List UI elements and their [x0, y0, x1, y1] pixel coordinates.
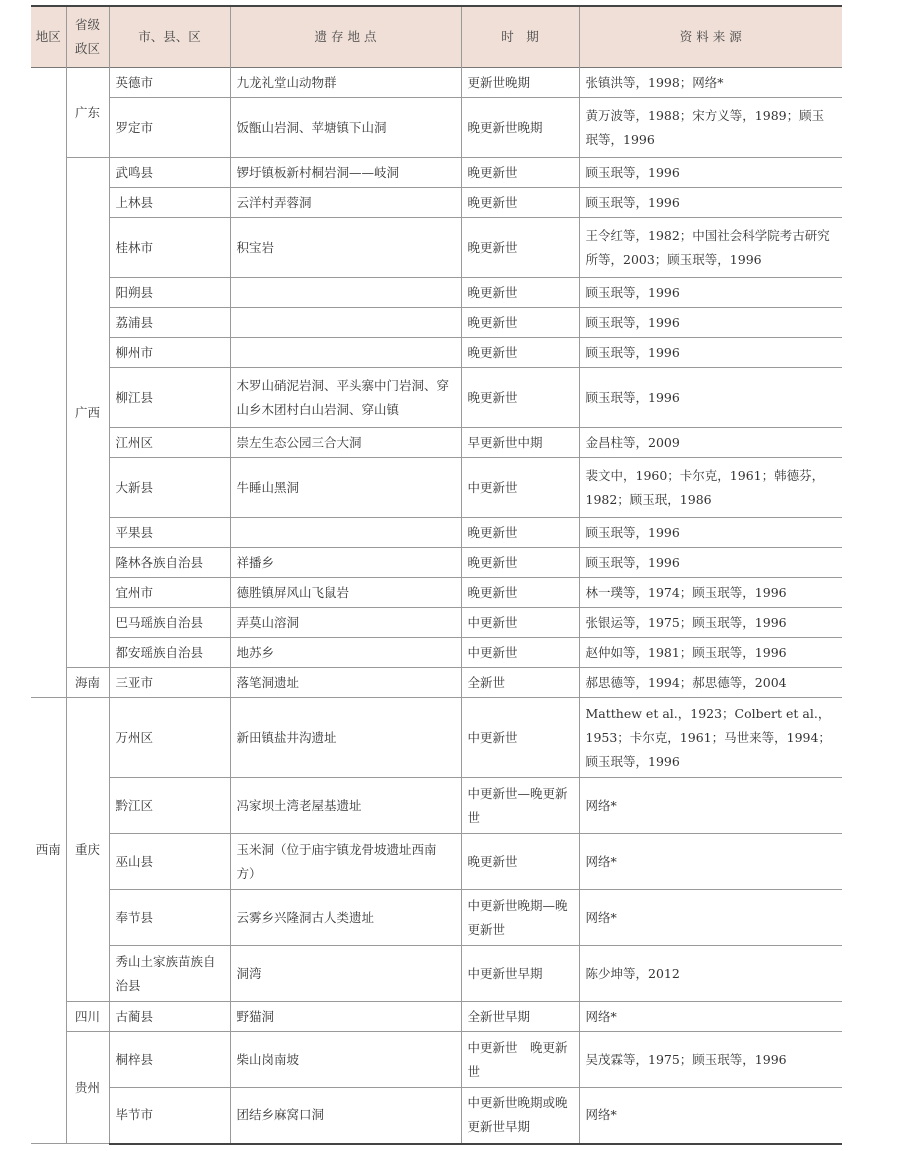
source-cell: 张镇洪等，1998；网络* — [579, 68, 842, 98]
period-cell: 更新世晚期 — [461, 68, 579, 98]
source-cell: 顾玉珉等，1996 — [579, 308, 842, 338]
table-row — [31, 608, 842, 638]
site-cell: 崇左生态公园三合大洞 — [230, 428, 461, 458]
table-row — [31, 638, 842, 668]
header-source: 资 料 来 源 — [579, 6, 842, 68]
source-cell: 郝思德等，1994；郝思德等，2004 — [579, 668, 842, 698]
region-cell — [31, 68, 66, 698]
source-cell: 林一璞等，1974；顾玉珉等，1996 — [579, 578, 842, 608]
period-cell: 晚更新世 — [461, 308, 579, 338]
site-cell: 野猫洞 — [230, 1002, 461, 1032]
city-cell: 荔浦县 — [109, 308, 230, 338]
source-cell: 顾玉珉等，1996 — [579, 188, 842, 218]
city-cell: 秀山土家族苗族自治县 — [109, 946, 230, 1002]
province-cell: 重庆 — [66, 698, 109, 1002]
province-cell: 海南 — [66, 668, 109, 698]
source-cell: Matthew et al.，1923；Colbert et al.，1953；卡尔克，1961；马世来等，1994；顾玉珉等，1996 — [579, 698, 842, 778]
site-cell: 新田镇盐井沟遗址 — [230, 698, 461, 778]
table-row — [31, 218, 842, 278]
city-cell: 隆林各族自治县 — [109, 548, 230, 578]
period-cell: 中更新世晚期—晚更新世 — [461, 890, 579, 946]
source-cell: 网络* — [579, 1002, 842, 1032]
period-cell: 晚更新世 — [461, 338, 579, 368]
table-row — [31, 308, 842, 338]
city-cell: 巫山县 — [109, 834, 230, 890]
table-row — [31, 458, 842, 518]
period-cell: 中更新世 — [461, 608, 579, 638]
period-cell: 晚更新世 — [461, 834, 579, 890]
source-cell: 顾玉珉等，1996 — [579, 548, 842, 578]
source-cell: 吴茂霖等，1975；顾玉珉等，1996 — [579, 1032, 842, 1088]
period-cell: 晚更新世 — [461, 518, 579, 548]
period-cell: 早更新世中期 — [461, 428, 579, 458]
city-cell: 柳江县 — [109, 368, 230, 428]
city-cell: 罗定市 — [109, 98, 230, 158]
source-cell: 顾玉珉等，1996 — [579, 158, 842, 188]
city-cell: 奉节县 — [109, 890, 230, 946]
table-row — [31, 518, 842, 548]
site-cell: 弄莫山溶洞 — [230, 608, 461, 638]
table-row — [31, 834, 842, 890]
header-region: 地区 — [31, 6, 66, 68]
header-city: 市、县、区 — [109, 6, 230, 68]
city-cell: 古蔺县 — [109, 1002, 230, 1032]
period-cell: 晚更新世 — [461, 548, 579, 578]
site-cell: 云雾乡兴隆洞古人类遗址 — [230, 890, 461, 946]
table-row — [31, 1032, 842, 1088]
site-cell: 牛睡山黑洞 — [230, 458, 461, 518]
period-cell: 中更新世 — [461, 638, 579, 668]
table-row — [31, 278, 842, 308]
site-cell: 九龙礼堂山动物群 — [230, 68, 461, 98]
site-cell: 柴山岗南坡 — [230, 1032, 461, 1088]
period-cell: 中更新世晚期或晚更新世早期 — [461, 1088, 579, 1144]
city-cell: 桐梓县 — [109, 1032, 230, 1088]
city-cell: 阳朔县 — [109, 278, 230, 308]
site-cell: 洞湾 — [230, 946, 461, 1002]
distribution-table — [31, 5, 842, 1145]
table-body — [31, 68, 842, 1144]
source-cell: 顾玉珉等，1996 — [579, 278, 842, 308]
table-row — [31, 890, 842, 946]
city-cell: 柳州市 — [109, 338, 230, 368]
site-cell: 祥播乡 — [230, 548, 461, 578]
city-cell: 武鸣县 — [109, 158, 230, 188]
source-cell: 网络* — [579, 890, 842, 946]
table-row — [31, 368, 842, 428]
table-row — [31, 946, 842, 1002]
source-cell: 网络* — [579, 1088, 842, 1144]
province-cell: 广西 — [66, 158, 109, 668]
period-cell: 晚更新世 — [461, 158, 579, 188]
city-cell: 平果县 — [109, 518, 230, 548]
period-cell: 全新世 — [461, 668, 579, 698]
site-cell: 德胜镇屏风山飞鼠岩 — [230, 578, 461, 608]
table-row — [31, 668, 842, 698]
source-cell: 黄万波等，1988；宋方义等，1989；顾玉珉等，1996 — [579, 98, 842, 158]
city-cell: 英德市 — [109, 68, 230, 98]
period-cell: 晚更新世 — [461, 368, 579, 428]
source-cell: 网络* — [579, 778, 842, 834]
site-cell: 地苏乡 — [230, 638, 461, 668]
source-cell: 顾玉珉等，1996 — [579, 518, 842, 548]
source-cell: 顾玉珉等，1996 — [579, 338, 842, 368]
species-distribution-table-wrapper — [31, 5, 842, 1145]
source-cell: 赵仲如等，1981；顾玉珉等，1996 — [579, 638, 842, 668]
source-cell: 裴文中，1960；卡尔克，1961；韩德芬，1982；顾玉珉，1986 — [579, 458, 842, 518]
table-row — [31, 68, 842, 98]
table-header-row — [31, 6, 842, 68]
period-cell: 中更新世 — [461, 698, 579, 778]
source-cell: 陈少坤等，2012 — [579, 946, 842, 1002]
site-cell: 冯家坝土湾老屋基遗址 — [230, 778, 461, 834]
city-cell: 宜州市 — [109, 578, 230, 608]
site-cell — [230, 518, 461, 548]
site-cell: 团结乡麻窝口洞 — [230, 1088, 461, 1144]
header-province: 省级政区 — [66, 6, 109, 68]
city-cell: 毕节市 — [109, 1088, 230, 1144]
table-row — [31, 548, 842, 578]
city-cell: 桂林市 — [109, 218, 230, 278]
period-cell: 晚更新世 — [461, 188, 579, 218]
source-cell: 金昌柱等，2009 — [579, 428, 842, 458]
period-cell: 中更新世 — [461, 458, 579, 518]
site-cell — [230, 278, 461, 308]
site-cell: 锣圩镇板新村桐岩洞——岐洞 — [230, 158, 461, 188]
site-cell: 积宝岩 — [230, 218, 461, 278]
table-row — [31, 778, 842, 834]
table-row — [31, 1002, 842, 1032]
city-cell: 江州区 — [109, 428, 230, 458]
city-cell: 大新县 — [109, 458, 230, 518]
source-cell: 顾玉珉等，1996 — [579, 368, 842, 428]
site-cell — [230, 338, 461, 368]
site-cell: 玉米洞（位于庙宇镇龙骨坡遗址西南方） — [230, 834, 461, 890]
header-site: 遗 存 地 点 — [230, 6, 461, 68]
table-row — [31, 98, 842, 158]
period-cell: 中更新世 晚更新世 — [461, 1032, 579, 1088]
city-cell: 万州区 — [109, 698, 230, 778]
site-cell: 云洋村弄蓉洞 — [230, 188, 461, 218]
period-cell: 晚更新世 — [461, 278, 579, 308]
province-cell: 四川 — [66, 1002, 109, 1032]
period-cell: 中更新世早期 — [461, 946, 579, 1002]
table-row — [31, 338, 842, 368]
table-row — [31, 428, 842, 458]
site-cell: 木罗山硝泥岩洞、平头寨中门岩洞、穿山乡木团村白山岩洞、穿山镇 — [230, 368, 461, 428]
table-row — [31, 158, 842, 188]
source-cell: 网络* — [579, 834, 842, 890]
province-cell: 广东 — [66, 68, 109, 158]
source-cell: 王令红等，1982；中国社会科学院考古研究所等，2003；顾玉珉等，1996 — [579, 218, 842, 278]
city-cell: 都安瑶族自治县 — [109, 638, 230, 668]
city-cell: 上林县 — [109, 188, 230, 218]
site-cell: 饭甑山岩洞、苹塘镇下山洞 — [230, 98, 461, 158]
period-cell: 晚更新世 — [461, 218, 579, 278]
table-row — [31, 578, 842, 608]
table-row — [31, 1088, 842, 1144]
city-cell: 巴马瑶族自治县 — [109, 608, 230, 638]
source-cell: 张银运等，1975；顾玉珉等，1996 — [579, 608, 842, 638]
period-cell: 晚更新世 — [461, 578, 579, 608]
city-cell: 三亚市 — [109, 668, 230, 698]
province-cell: 贵州 — [66, 1032, 109, 1144]
site-cell — [230, 308, 461, 338]
region-cell: 西南 — [31, 698, 66, 1144]
city-cell: 黔江区 — [109, 778, 230, 834]
site-cell: 落笔洞遗址 — [230, 668, 461, 698]
period-cell: 中更新世—晚更新世 — [461, 778, 579, 834]
period-cell: 全新世早期 — [461, 1002, 579, 1032]
period-cell: 晚更新世晚期 — [461, 98, 579, 158]
table-row — [31, 698, 842, 778]
header-period: 时 期 — [461, 6, 579, 68]
table-row — [31, 188, 842, 218]
